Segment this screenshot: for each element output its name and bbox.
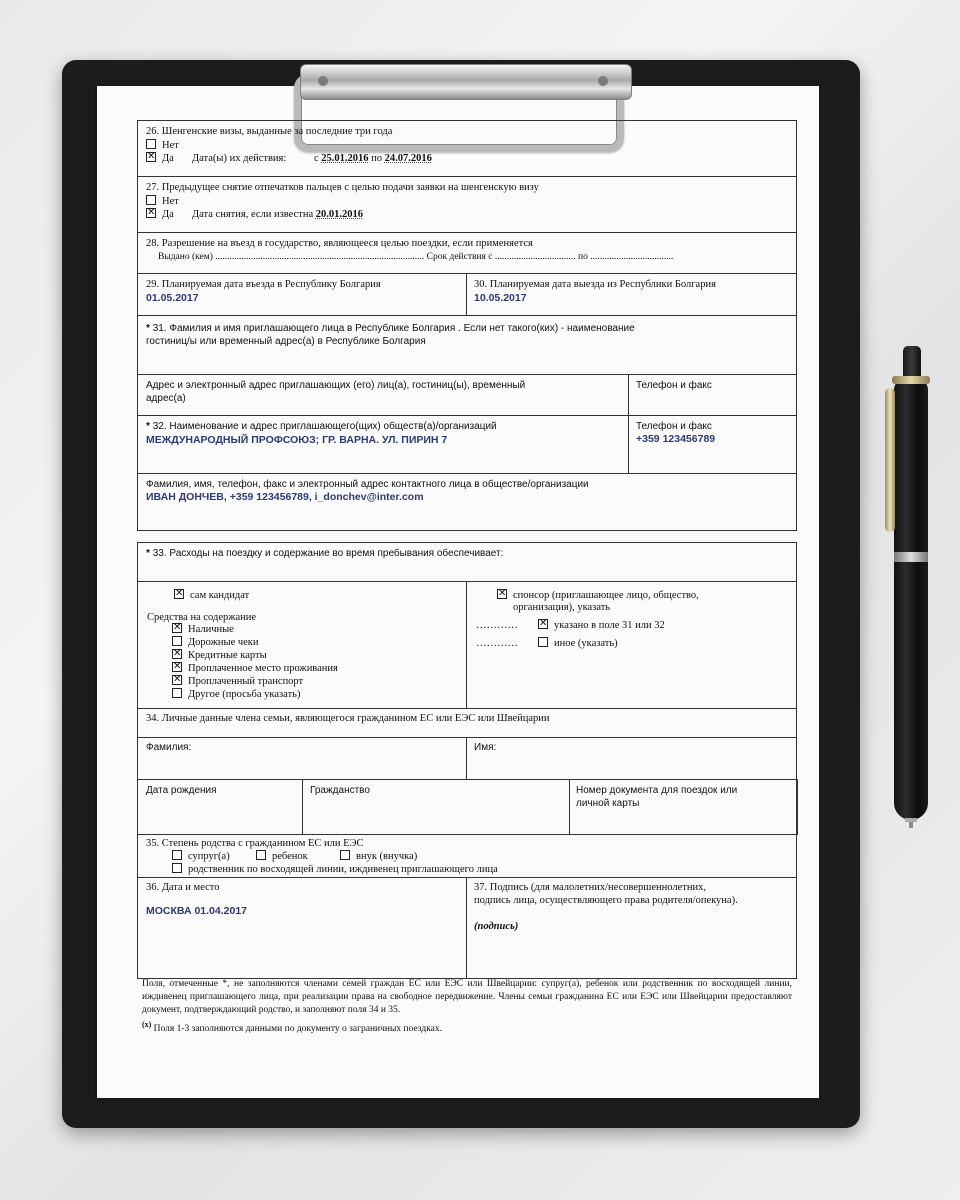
field-31 <box>137 315 797 375</box>
field-37-label-line2: подпись лица, осуществляющего права родителя/опекуна). <box>474 895 738 906</box>
means-item <box>172 636 338 649</box>
name-label: Имя: <box>474 742 497 753</box>
means-checkbox[interactable] <box>172 675 182 685</box>
clip-rivet <box>318 76 328 86</box>
checkbox-26-no[interactable] <box>146 139 156 149</box>
organization-name[interactable]: МЕЖДУНАРОДНЫЙ ПРОФСОЮЗ; ГР. ВАРНА. УЛ. ПИРИН 7 <box>146 434 448 446</box>
phone-label: Телефон и факс <box>636 421 712 432</box>
means-label: Проплаченный транспорт <box>188 676 304 687</box>
fingerprint-date[interactable]: 20.01.2016 <box>315 209 364 220</box>
field-32-contact <box>137 473 797 531</box>
means-label: Средства на содержание <box>147 612 257 623</box>
field-34-details-row <box>137 779 797 835</box>
field-31-address-row <box>137 374 797 416</box>
option-label: Нет <box>162 196 179 207</box>
option-label: Да <box>162 209 174 220</box>
to-label: по <box>371 153 383 164</box>
field-31-label-line1: 31. Фамилия и имя приглашающего лица в Республике Болгария . Если нет такого(ких) - наименование <box>152 323 635 334</box>
field-34-name-row <box>137 737 797 780</box>
address-label-line2: адрес(а) <box>146 393 186 404</box>
field-27-label: 27. Предыдущее снятие отпечатков пальцев с целью подачи заявки на шенгенскую визу <box>146 182 539 193</box>
exit-date[interactable]: 10.05.2017 <box>474 292 527 304</box>
checkbox-27-no[interactable] <box>146 195 156 205</box>
means-item <box>172 649 338 662</box>
option-label: внук (внучка) <box>356 851 418 862</box>
checkbox-in-field[interactable] <box>538 619 548 629</box>
dob-field[interactable] <box>137 779 303 835</box>
pen-nib <box>909 822 913 828</box>
visa-date-from[interactable]: 25.01.2016 <box>321 153 369 164</box>
checkbox-27-yes[interactable] <box>146 208 156 218</box>
field-26-label: 26. Шенгенские визы, выданные за последние три года <box>146 126 393 137</box>
footnote-text: Поля, отмеченные *, не заполняются членами семей граждан ЕС или ЕЭС или Швейцарии: супруг(а), ребенок или родственник по восходящей линии, иждивенец приглашающего лица, при реализации права на свободное передвижение. Члены семьи гражданина ЕС или ЕЭС или Швейцарии предоставляют документ, подтверждающий родство, и заполняют поля 34 и 35. <box>142 979 792 1015</box>
dots: ………… <box>476 638 518 649</box>
clip-rivet <box>598 76 608 86</box>
field-28-line[interactable]: Выдано (кем) ........................................................................................ Срок действия с .................................. по ................................... <box>158 252 674 262</box>
dob-label: Дата рождения <box>146 785 217 796</box>
field-33-self <box>137 581 467 709</box>
field-26 <box>137 120 797 177</box>
option-label: иное (указать) <box>554 638 618 649</box>
contact-label: Фамилия, имя, телефон, факс и электронный адрес контактного лица в обществе/организации <box>146 479 589 490</box>
field-31-label-line2: гостиниц/ы или временный адрес(а) в Республике Болгария <box>146 336 426 347</box>
option-label: указано в поле 31 или 32 <box>554 620 665 631</box>
required-mark: * <box>146 421 150 432</box>
option-label: супруг(а) <box>188 851 230 862</box>
required-mark: * <box>146 548 150 559</box>
phone-label: Телефон и факс <box>636 380 712 391</box>
surname-label: Фамилия: <box>146 742 192 753</box>
checkbox-child[interactable] <box>256 850 266 860</box>
means-item <box>172 623 338 636</box>
signature-field[interactable]: (подпись) <box>474 921 519 932</box>
field-31-phone[interactable] <box>628 374 797 416</box>
field-26-dates-label: Дата(ы) их действия: <box>192 153 287 164</box>
means-checkbox[interactable] <box>172 662 182 672</box>
footnote <box>142 978 792 1036</box>
field-35-label: 35. Степень родства с гражданином ЕС или ЕЭС <box>146 838 364 849</box>
required-mark: * <box>146 323 150 334</box>
option-label: родственник по восходящей линии, иждивенец приглашающего лица <box>188 864 498 875</box>
contact-person[interactable]: ИВАН ДОНЧЕВ, +359 123456789, i_donchev@inter.com <box>146 491 424 503</box>
checkbox-26-yes[interactable] <box>146 152 156 162</box>
field-33-options <box>137 581 797 709</box>
dots: ………… <box>476 620 518 631</box>
checkbox-spouse[interactable] <box>172 850 182 860</box>
pen-clip <box>885 388 895 532</box>
means-item <box>172 688 338 701</box>
field-28-label: 28. Разрешение на въезд в государство, являющееся целью поездки, если применяется <box>146 238 533 249</box>
field-33 <box>137 542 797 582</box>
field-30-label: 30. Планируемая дата выезда из Республики Болгария <box>474 279 716 290</box>
entry-date[interactable]: 01.05.2017 <box>146 292 199 304</box>
means-checkbox[interactable] <box>172 636 182 646</box>
checkbox-sponsor[interactable] <box>497 589 507 599</box>
means-label: Наличные <box>188 624 234 635</box>
means-item <box>172 662 338 675</box>
surname-field[interactable] <box>137 737 467 780</box>
option-label: ребенок <box>272 851 308 862</box>
field-28 <box>137 232 797 274</box>
means-label: Другое (просьба указать) <box>188 689 301 700</box>
visa-date-to[interactable]: 24.07.2016 <box>384 153 432 164</box>
pen <box>894 378 928 820</box>
field-34-label: 34. Личные данные члена семьи, являющегося гражданином ЕС или ЕЭС или Швейцарии <box>146 713 550 724</box>
field-29-label: 29. Планируемая дата въезда в Республику Болгария <box>146 279 381 290</box>
option-label: Да <box>162 153 174 164</box>
clipboard-clip <box>300 64 632 100</box>
means-label: Дорожные чеки <box>188 637 259 648</box>
field-34 <box>137 708 797 738</box>
option-label: спонсор (приглашающее лицо, общество, <box>513 590 699 601</box>
field-36-37 <box>137 877 797 979</box>
from-label: с <box>314 153 319 164</box>
address-label-line1: Адрес и электронный адрес приглашающих (его) лиц(а), гостиниц(ы), временный <box>146 380 526 391</box>
checkbox-other[interactable] <box>538 637 548 647</box>
doc-number-field[interactable] <box>569 779 798 835</box>
field-32-phone <box>628 415 797 474</box>
field-29-30 <box>137 273 797 316</box>
checkbox-self[interactable] <box>174 589 184 599</box>
field-35 <box>137 834 797 878</box>
pen-ring <box>892 376 930 384</box>
means-label: Проплаченное место проживания <box>188 663 338 674</box>
field-33-label: 33. Расходы на поездку и содержание во время пребывания обеспечивает: <box>152 548 504 559</box>
checkbox-grandchild[interactable] <box>340 850 350 860</box>
option-label: сам кандидат <box>190 590 250 601</box>
doc-label-line2: личной карты <box>576 798 640 809</box>
field-29 <box>137 273 467 316</box>
field-36 <box>137 877 467 979</box>
field-32 <box>137 415 797 474</box>
pen-band <box>894 552 928 562</box>
organization-phone[interactable]: +359 123456789 <box>636 433 716 445</box>
citizenship-label: Гражданство <box>310 785 370 796</box>
field-27-date-label: Дата снятия, если известна <box>192 209 314 220</box>
means-item <box>172 675 338 688</box>
means-checkbox[interactable] <box>172 688 182 698</box>
means-checkbox[interactable] <box>172 649 182 659</box>
date-place[interactable]: МОСКВА 01.04.2017 <box>146 905 248 917</box>
footnote-text-2: Поля 1-3 заполняются данными по документу о заграничных поездках. <box>153 1024 443 1035</box>
doc-label-line1: Номер документа для поездок или <box>576 785 738 796</box>
field-27 <box>137 176 797 233</box>
field-36-label: 36. Дата и место <box>146 882 220 893</box>
means-label: Кредитные карты <box>188 650 267 661</box>
option-label: Нет <box>162 140 179 151</box>
sponsor-label-line2: организация), указать <box>513 602 611 613</box>
field-32-label: 32. Наименование и адрес приглашающего(щих) обществ(а)/организаций <box>152 421 497 432</box>
means-checkbox[interactable] <box>172 623 182 633</box>
means-list <box>172 623 338 701</box>
field-37-label-line1: 37. Подпись (для малолетних/несовершеннолетних, <box>474 882 706 893</box>
footnote-mark: (x) <box>142 1020 152 1029</box>
checkbox-relative[interactable] <box>172 863 182 873</box>
